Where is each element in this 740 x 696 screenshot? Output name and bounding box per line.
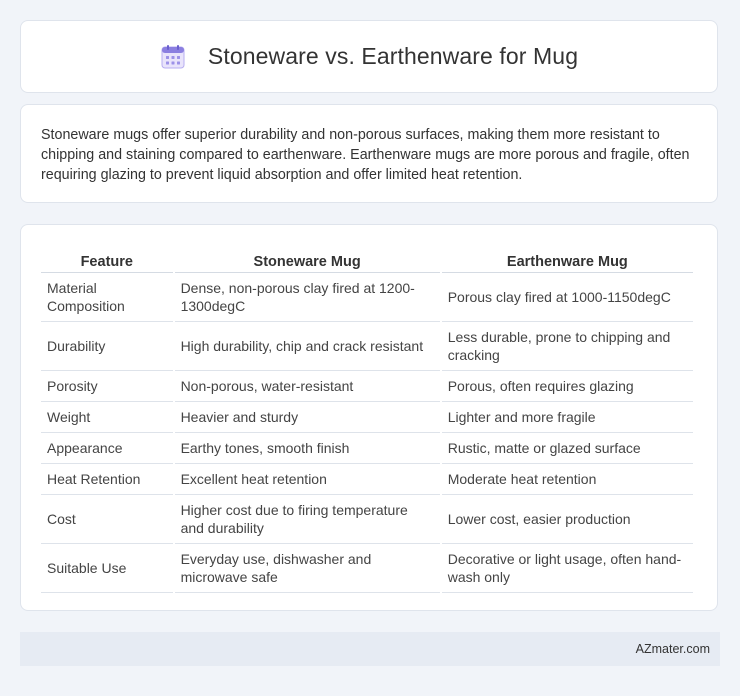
table-cell: Heavier and sturdy [175,402,440,433]
title-card [20,20,718,93]
table-cell: Lower cost, easier production [442,495,693,544]
column-header: Feature [41,245,173,273]
table-cell: High durability, chip and crack resistant [175,322,440,371]
table-cell: Material Composition [41,273,173,322]
table-row [41,273,693,322]
table-cell: Heat Retention [41,464,173,495]
table-row [41,371,693,402]
table-row [41,433,693,464]
table-cell: Porosity [41,371,173,402]
comparison-table [39,245,695,593]
table-cell: Moderate heat retention [442,464,693,495]
table-row [41,322,693,371]
table-row [41,464,693,495]
calendar-grid-icon [160,44,186,70]
table-header-row [41,245,693,273]
table-row [41,402,693,433]
column-header: Stoneware Mug [175,245,440,273]
table-row [41,544,693,593]
table-cell: Less durable, prone to chipping and cracking [442,322,693,371]
table-cell: Higher cost due to firing temperature and durability [175,495,440,544]
description-card [20,104,718,203]
table-cell: Dense, non-porous clay fired at 1200-1300degC [175,273,440,322]
table-cell: Decorative or light usage, often hand-wash only [442,544,693,593]
description-text: Stoneware mugs offer superior durability and non-porous surfaces, making them more resistant to chipping and staining compared to earthenware. Earthenware mugs are more porous and fragile, often requiring glazing to prevent liquid absorption and offer limited heat retention. [41,127,690,183]
table-cell: Non-porous, water-resistant [175,371,440,402]
table-cell: Porous, often requires glazing [442,371,693,402]
table-cell: Durability [41,322,173,371]
table-cell: Appearance [41,433,173,464]
table-cell: Lighter and more fragile [442,402,693,433]
page-title: Stoneware vs. Earthenware for Mug [207,43,579,69]
table-cell: Weight [41,402,173,433]
table-cell: Excellent heat retention [175,464,440,495]
comparison-table-card [20,224,718,611]
table-cell: Cost [41,495,173,544]
table-row [41,495,693,544]
footer-brand[interactable]: AZmater.com [635,642,710,656]
footer [20,632,720,666]
column-header: Earthenware Mug [442,245,693,273]
table-cell: Suitable Use [41,544,173,593]
table-cell: Earthy tones, smooth finish [175,433,440,464]
table-cell: Rustic, matte or glazed surface [442,433,693,464]
table-cell: Everyday use, dishwasher and microwave safe [175,544,440,593]
table-cell: Porous clay fired at 1000-1150degC [442,273,693,322]
